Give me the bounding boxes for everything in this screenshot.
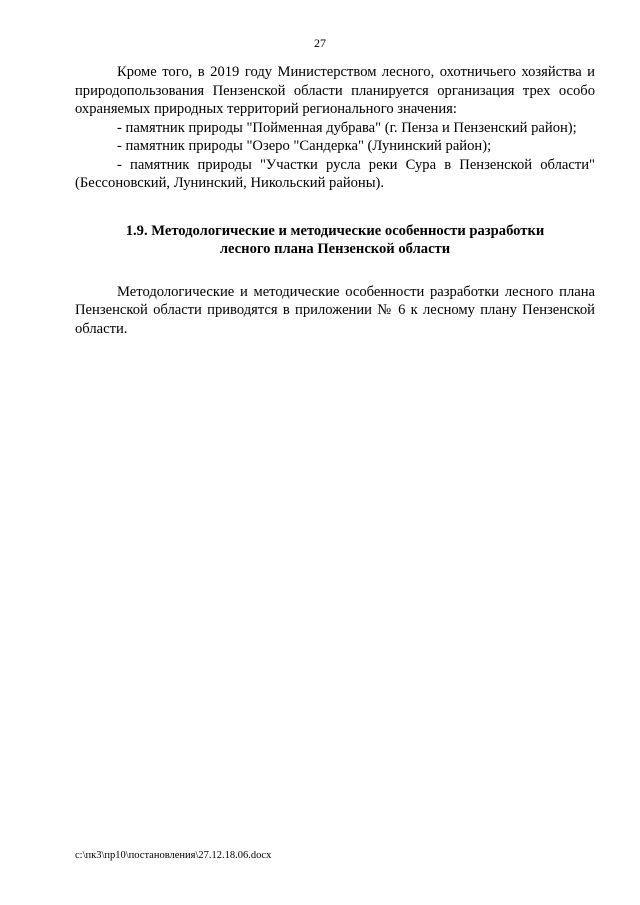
list-item: - памятник природы "Озеро "Сандерка" (Лунинский район);	[117, 138, 492, 154]
list-item: - памятник природы "Пойменная дубрава" (г. Пенза и Пензенский район);	[117, 119, 577, 136]
section-body-paragraph: Методологические и методические особенности разработки лесного плана Пензенской области приводятся в приложении № 6 к лесному плану Пензенской области.	[75, 283, 595, 337]
section-heading-line2: лесного плана Пензенской области	[219, 241, 451, 257]
section-heading-line1: 1.9. Методологические и методические особенности разработки	[125, 222, 545, 239]
document-body	[75, 63, 595, 338]
intro-paragraph: Кроме того, в 2019 году Министерством лесного, охотничьего хозяйства и природопользования Пензенской области планируется организация трех особо охраняемых природных территорий регионального значения:	[75, 64, 595, 117]
section-heading	[75, 222, 595, 259]
list-item: - памятник природы "Участки русла реки Сура в Пензенской области" (Бессоновский, Лунинский, Никольский районы).	[75, 156, 595, 191]
footer-file-path: c:\пк3\пр10\постановления\27.12.18.06.docx	[75, 850, 272, 861]
page-number: 27	[314, 36, 326, 50]
